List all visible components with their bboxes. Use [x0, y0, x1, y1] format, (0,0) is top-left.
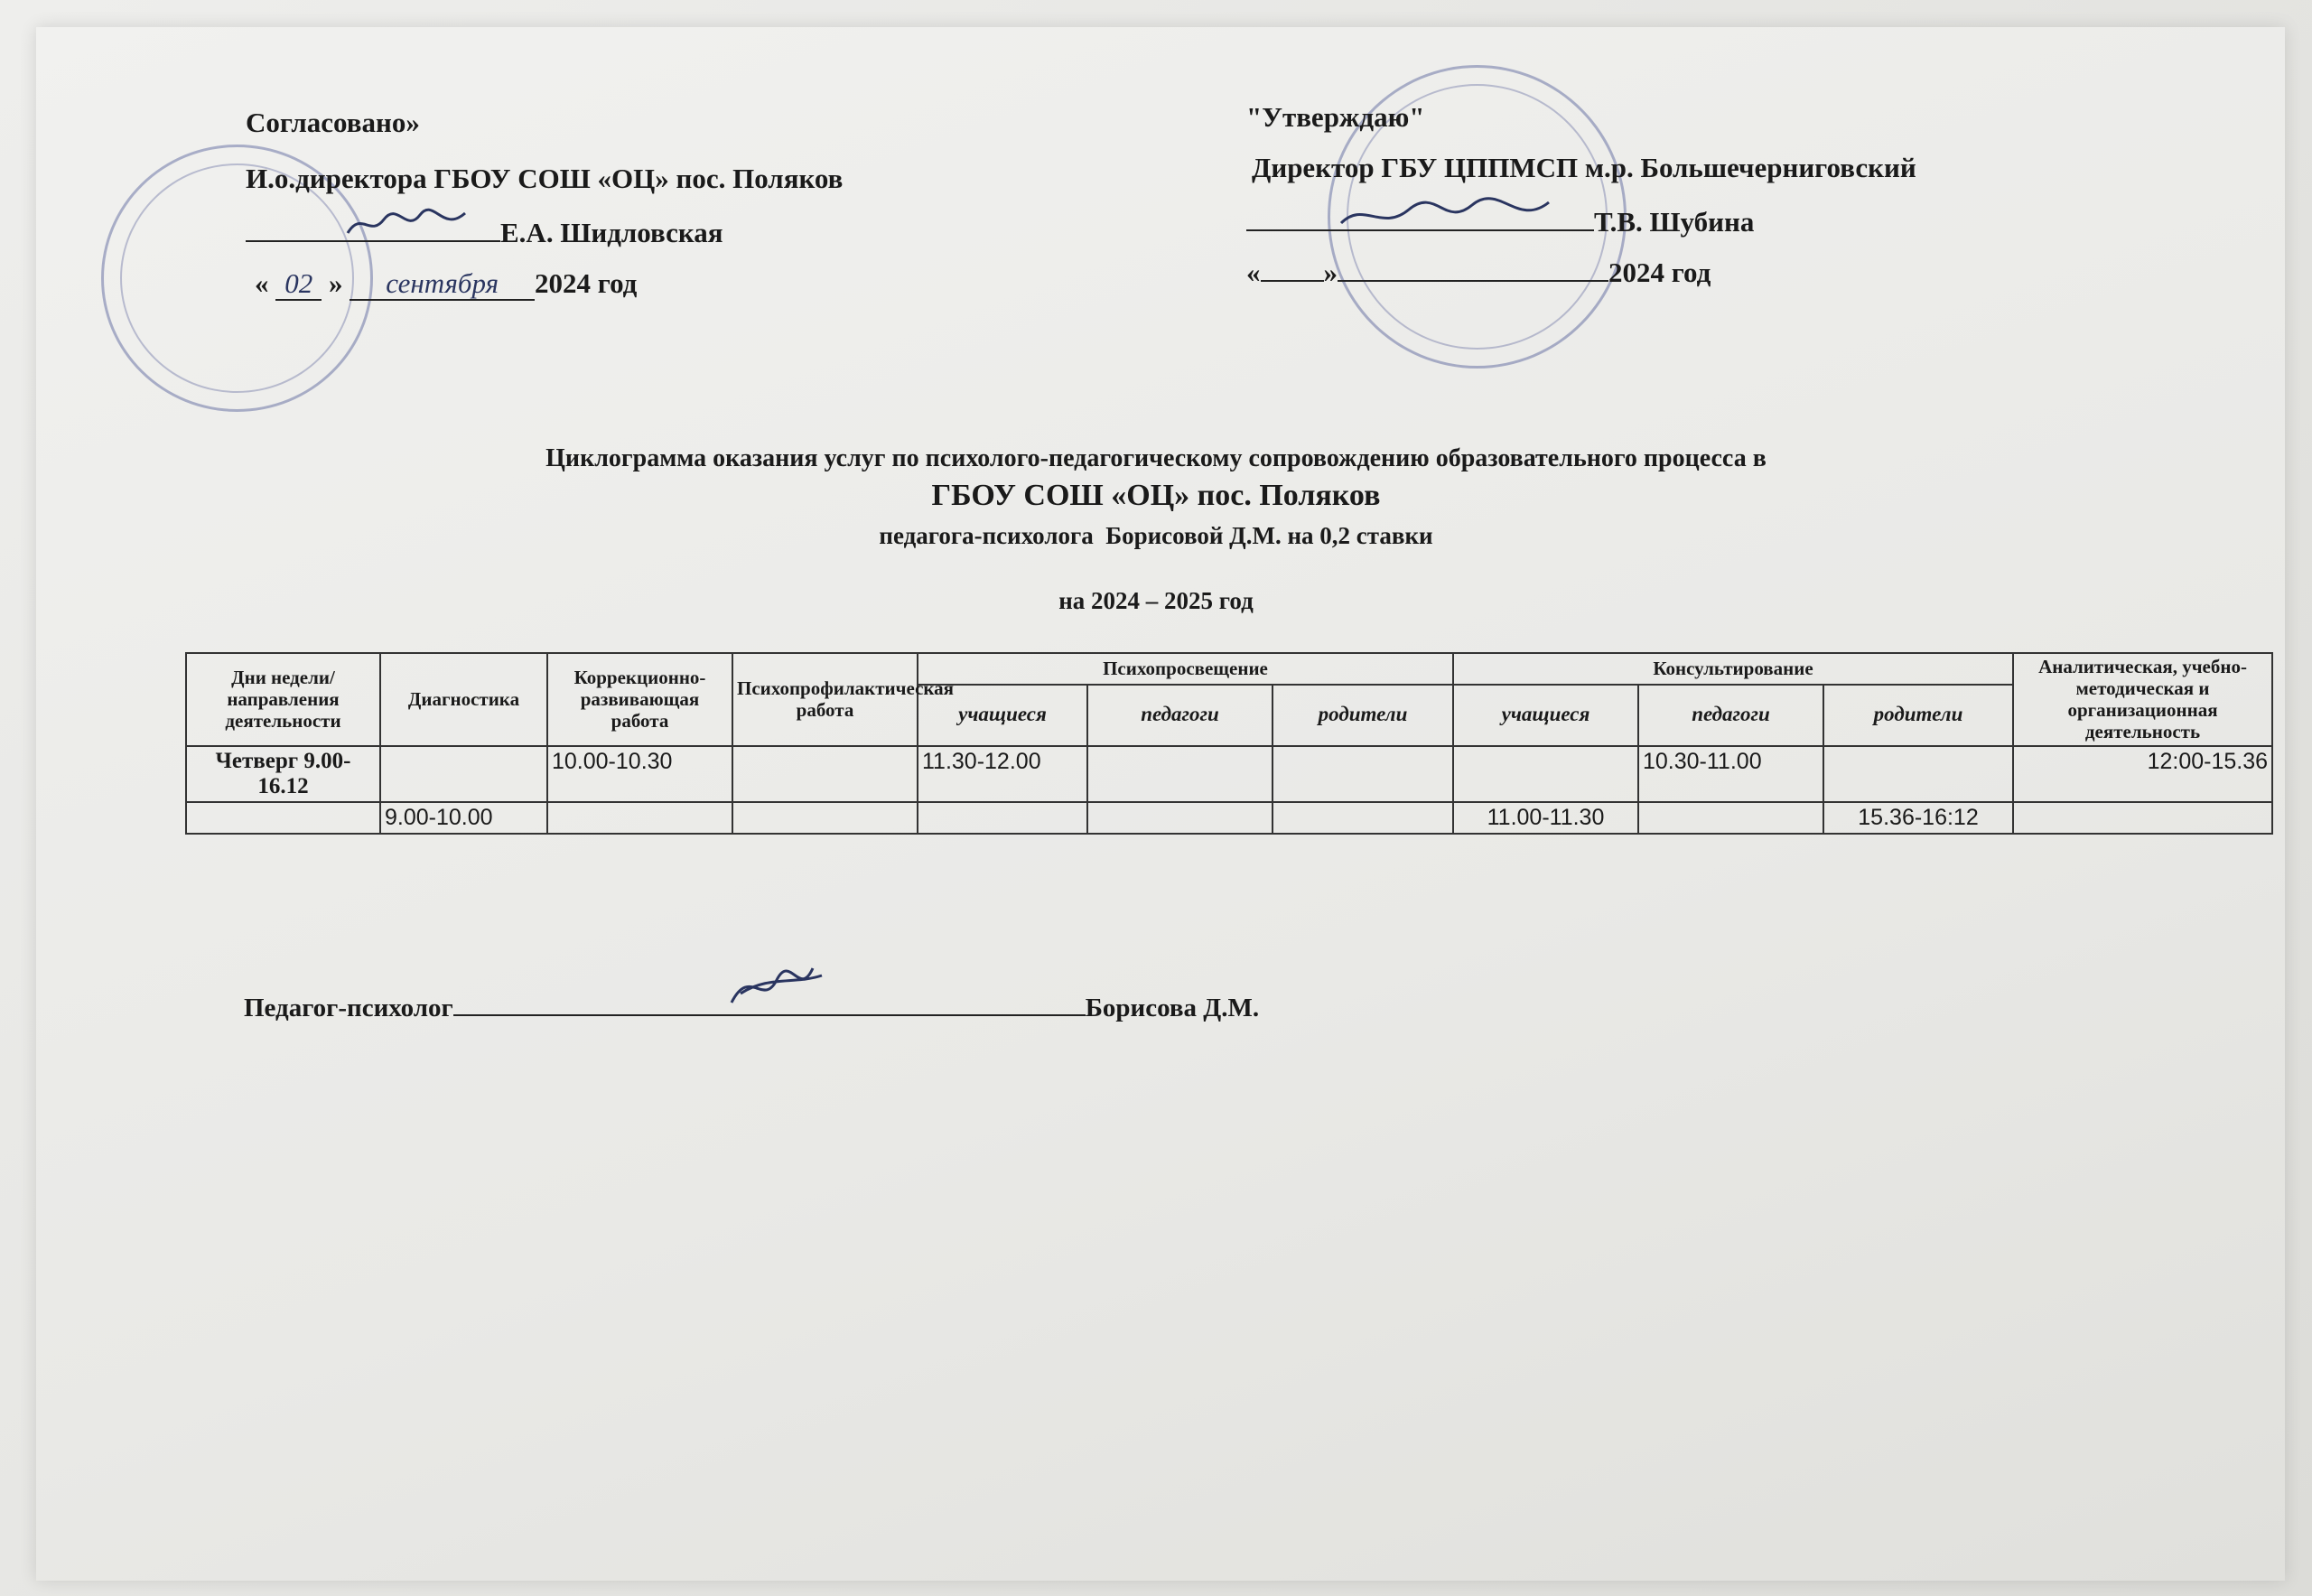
header-consulting: Консультирование	[1453, 653, 2013, 685]
right-signature-icon	[1337, 191, 1553, 237]
schedule-table	[185, 652, 2273, 835]
left-approved-label: Согласовано»	[246, 107, 420, 138]
right-position: Директор ГБУ ЦППМСП м.р. Большечерниговский	[1252, 152, 1916, 183]
left-signature-icon	[343, 206, 470, 242]
cell-diagnostics	[380, 746, 547, 802]
title-line-4: на 2024 – 2025 год	[1058, 587, 1254, 614]
footer-signature-icon	[722, 957, 831, 1012]
cell-enl-parents	[1273, 802, 1453, 834]
left-signer-name: Е.А. Шидловская	[500, 217, 723, 248]
cell-prevention	[732, 802, 918, 834]
subheader-cons-parents: родители	[1823, 685, 2013, 746]
cell-cons-teachers: 10.30-11.00	[1638, 746, 1823, 802]
cell-correction	[547, 802, 732, 834]
left-year: 2024 год	[535, 267, 638, 299]
title-line-3: педагога-психолога Борисовой Д.М. на 0,2 ставки	[879, 522, 1433, 549]
cell-enl-students: 11.30-12.00	[918, 746, 1087, 802]
cell-enl-teachers	[1087, 746, 1273, 802]
day-cell: Четверг 9.00-16.12	[186, 746, 380, 802]
cell-cons-students: 11.00-11.30	[1453, 802, 1638, 834]
table-row	[186, 802, 2272, 834]
footer-role: Педагог-психолог	[244, 994, 453, 1022]
cell-enl-parents	[1273, 746, 1453, 802]
right-signer-name: Т.В. Шубина	[1594, 206, 1755, 238]
cell-correction: 10.00-10.30	[547, 746, 732, 802]
subheader-cons-students: учащиеся	[1453, 685, 1638, 746]
header-enlightenment: Психопросвещение	[918, 653, 1453, 685]
right-year: 2024 год	[1608, 257, 1711, 288]
left-date-day: 02	[275, 267, 322, 301]
left-date-month: сентября	[350, 267, 535, 301]
cell-cons-parents: 15.36-16:12	[1823, 802, 2013, 834]
header-days: Дни недели/направления деятельности	[186, 653, 380, 746]
table-row	[186, 746, 2272, 802]
subheader-cons-teachers: педагоги	[1638, 685, 1823, 746]
title-line-1: Циклограмма оказания услуг по психолого-педагогическому сопровождению образовательного процесса в	[545, 444, 1767, 472]
header-diagnostics: Диагностика	[380, 653, 547, 746]
cell-analytics: 12:00-15.36	[2013, 746, 2272, 802]
header-correction: Коррекционно-развивающая работа	[547, 653, 732, 746]
right-date-line: « » 2024 год	[1246, 257, 1711, 288]
left-date-line: « 02 » сентября 2024 год	[255, 267, 638, 299]
footer-name: Борисова Д.М.	[1085, 994, 1260, 1022]
cell-prevention	[732, 746, 918, 802]
left-position: И.о.директора ГБОУ СОШ «ОЦ» пос. Поляков	[246, 163, 844, 194]
right-approved-label: "Утверждаю"	[1246, 101, 1425, 133]
left-name-line	[246, 215, 723, 249]
cell-empty	[186, 802, 380, 834]
cell-diagnostics: 9.00-10.00	[380, 802, 547, 834]
cell-enl-students	[918, 802, 1087, 834]
cell-enl-teachers	[1087, 802, 1273, 834]
cell-analytics	[2013, 802, 2272, 834]
header-row-1	[186, 653, 2272, 685]
cell-cons-students	[1453, 746, 1638, 802]
header-analytics: Аналитическая, учебно-методическая и организационная деятельность	[2013, 653, 2272, 746]
subheader-enl-parents: родители	[1273, 685, 1453, 746]
subheader-enl-teachers: педагоги	[1087, 685, 1273, 746]
cell-cons-parents	[1823, 746, 2013, 802]
subheader-enl-students: учащиеся	[918, 685, 1087, 746]
cell-cons-teachers	[1638, 802, 1823, 834]
header-prevention: Психопрофилактическая работа	[732, 653, 918, 746]
title-line-2: ГБОУ СОШ «ОЦ» пос. Поляков	[931, 479, 1381, 512]
